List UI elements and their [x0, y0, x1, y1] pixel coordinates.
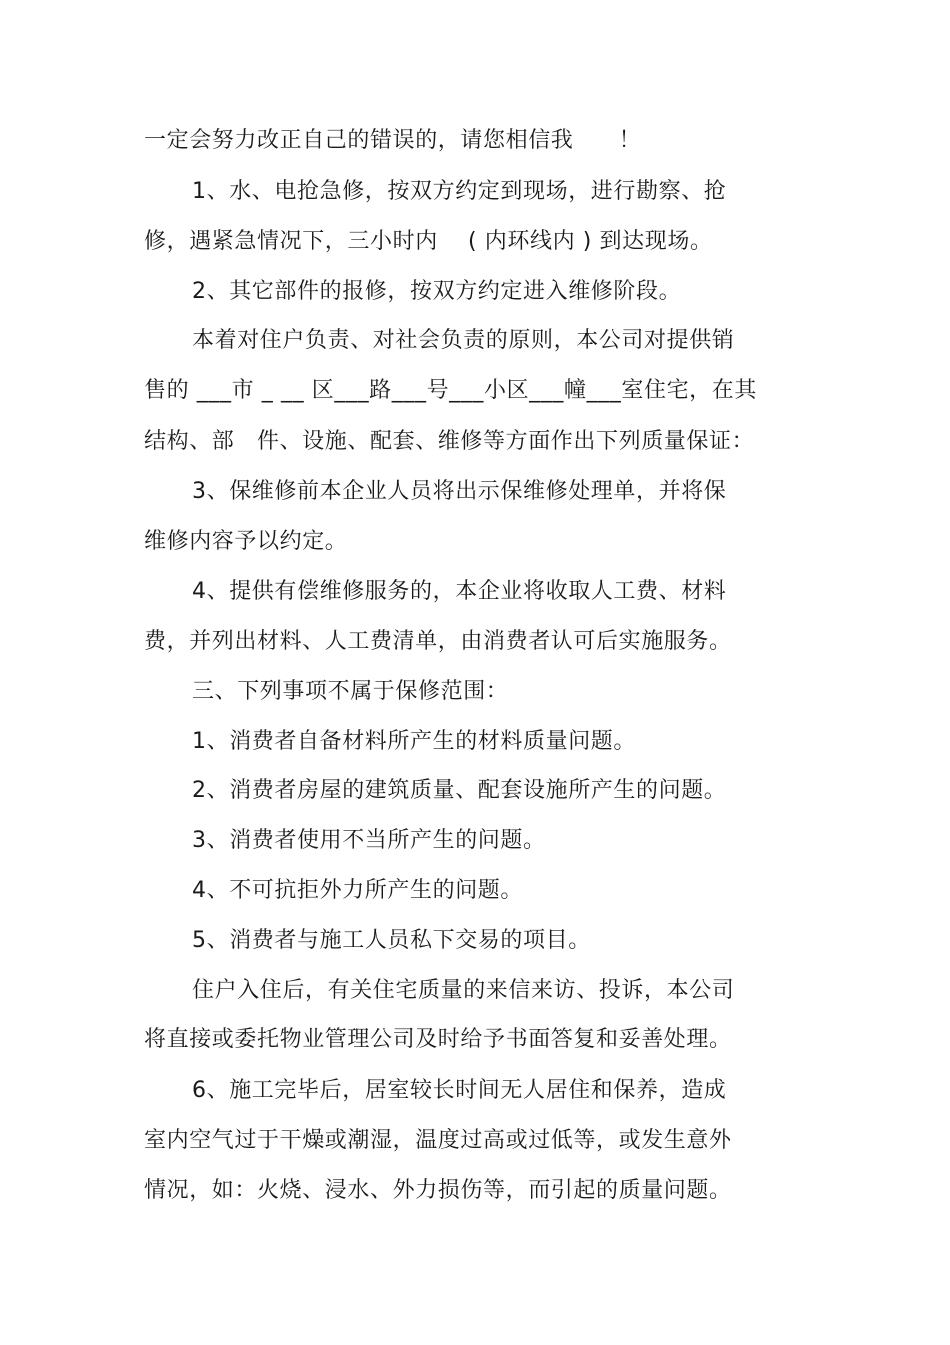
- list-item: 6、施工完毕后，居室较长时间无人居住和保养，造成: [192, 1078, 727, 1103]
- text-line: 2、其它部件的报修，按双方约定进入维修阶段。: [192, 279, 682, 304]
- section-heading: 三、下列事项不属于保修范围：: [192, 679, 509, 704]
- text-line: 将直接或委托物业管理公司及时给予书面答复和妥善处理。: [144, 1027, 732, 1052]
- text-line: 情况，如：火烧、浸水、外力损伤等，而引起的质量问题。: [144, 1178, 732, 1203]
- text-line: 4、提供有偿维修服务的，本企业将收取人工费、材料: [192, 579, 727, 604]
- text-line: 维修内容予以约定。: [144, 529, 348, 554]
- list-item: 4、不可抗拒外力所产生的问题。: [192, 878, 523, 903]
- text-line: 住户入住后，有关住宅质量的来信来访、投诉，本公司: [192, 978, 735, 1003]
- list-item: 1、消费者自备材料所产生的材料质量问题。: [192, 729, 636, 754]
- text-line: 室内空气过于干燥或潮湿，温度过高或过低等，或发生意外: [144, 1128, 732, 1153]
- text-line: 1、水、电抢急修，按双方约定到现场，进行勘察、抢: [192, 179, 727, 204]
- text-line: 一定会努力改正自己的错误的，请您相信我 ！: [144, 128, 642, 153]
- list-item: 5、消费者与施工人员私下交易的项目。: [192, 928, 591, 953]
- text-line: 结构、部 件、设施、配套、维修等方面作出下列质量保证：: [144, 429, 755, 454]
- list-item: 3、消费者使用不当所产生的问题。: [192, 828, 546, 853]
- text-line: 售的 ___市 _ __ 区___路___号___小区___幢___室住宅，在其: [144, 378, 757, 403]
- text-line: 修，遇紧急情况下，三小时内 ( 内环线内 ) 到达现场。: [144, 229, 713, 254]
- text-line: 费，并列出材料、人工费清单，由消费者认可后实施服务。: [144, 629, 732, 654]
- text-line: 本着对住户负责、对社会负责的原则，本公司对提供销: [192, 328, 735, 353]
- list-item: 2、消费者房屋的建筑质量、配套设施所产生的问题。: [192, 778, 727, 803]
- text-line: 3、保维修前本企业人员将出示保维修处理单，并将保: [192, 479, 727, 504]
